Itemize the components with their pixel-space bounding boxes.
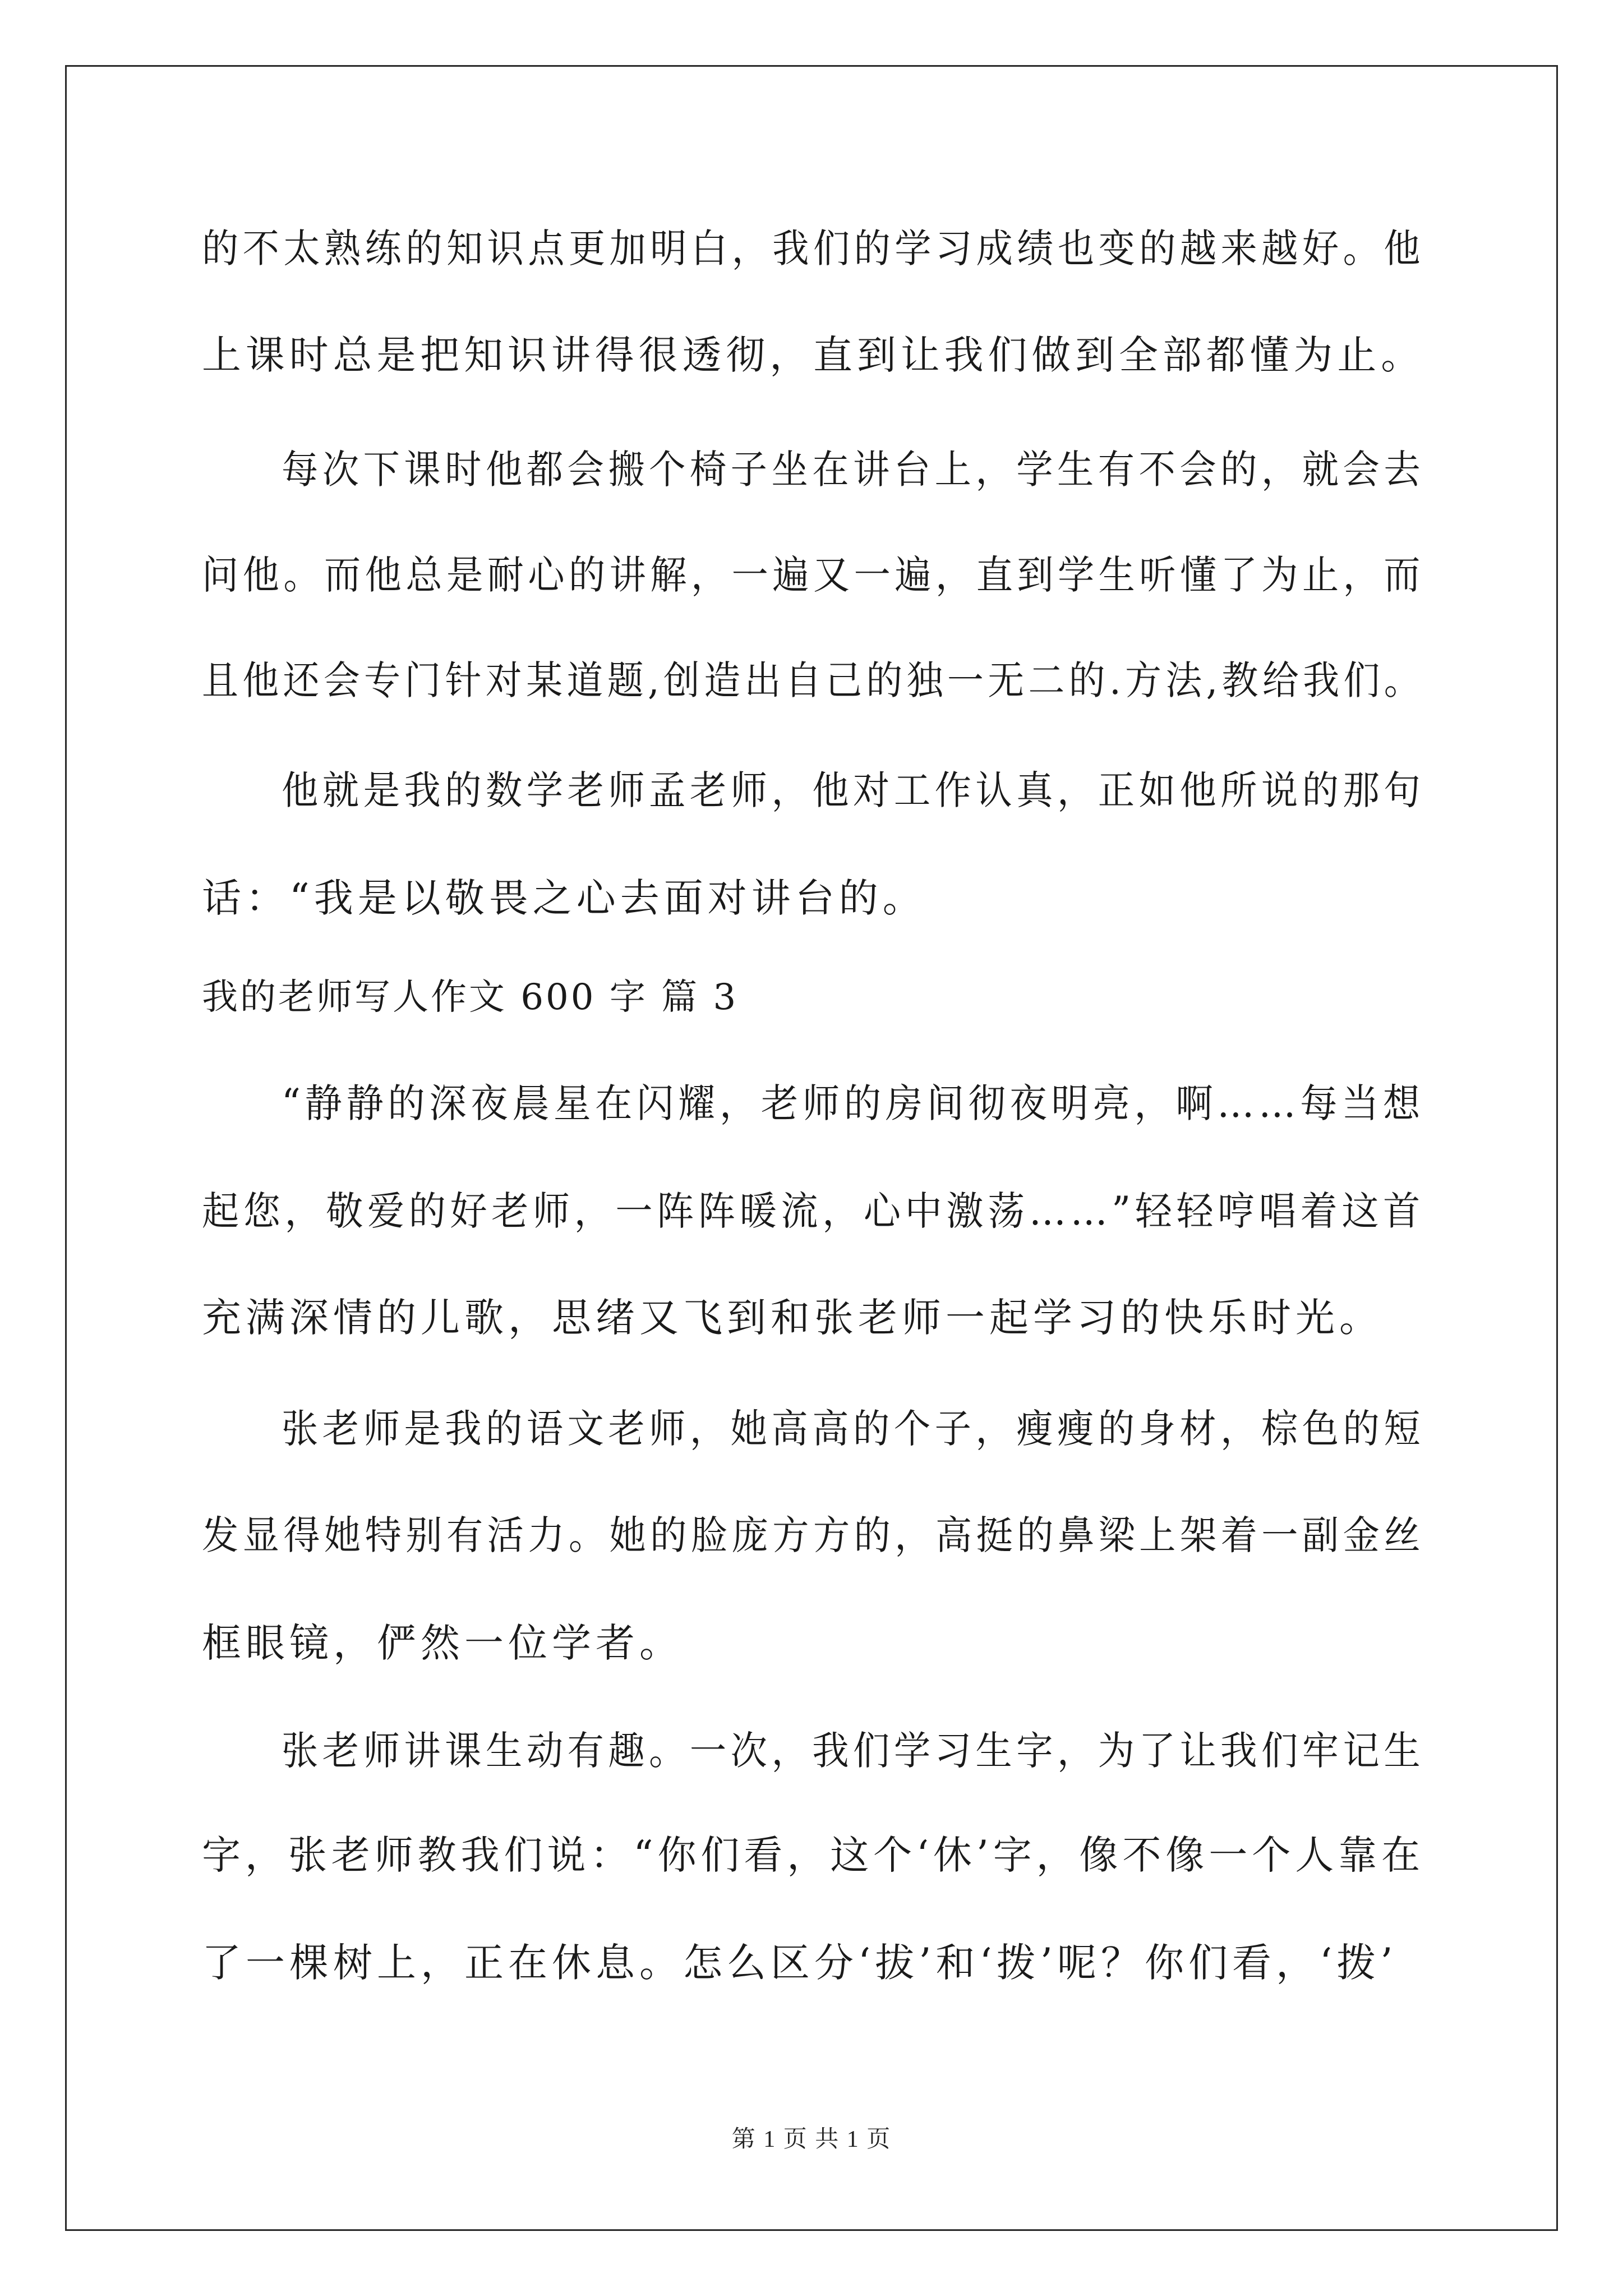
text-line: 充满深情的儿歌，思绪又飞到和张老师一起学习的快乐时光。 xyxy=(202,1295,1383,1341)
text-line: 且他还会专门针对某道题,创造出自己的独一无二的.方法,教给我们。 xyxy=(202,657,1425,703)
paragraph-start-line: 他就是我的数学老师孟老师，他对工作认真，正如他所说的那句 xyxy=(282,767,1425,813)
text-line: 话：“我是以敬畏之心去面对讲台的。 xyxy=(202,875,926,921)
text-line: 框眼镜，俨然一位学者。 xyxy=(202,1620,683,1666)
text-line: 了一棵树上，正在休息。怎么区分‘拔’和‘拨’呢？你们看，‘拨’ xyxy=(202,1940,1398,1986)
page-border xyxy=(65,65,1558,2231)
paragraph-start-line: 张老师讲课生动有趣。一次，我们学习生字，为了让我们牢记生 xyxy=(282,1728,1425,1774)
paragraph-start-line: “静静的深夜晨星在闪耀，老师的房间彻夜明亮，啊……每当想 xyxy=(282,1080,1425,1126)
text-line: 问他。而他总是耐心的讲解，一遍又一遍，直到学生听懂了为止，而 xyxy=(202,552,1424,598)
text-line: 发显得她特别有活力。她的脸庞方方的，高挺的鼻梁上架着一副金丝 xyxy=(202,1512,1424,1558)
page-footer: 第 1 页 共 1 页 xyxy=(731,2127,892,2152)
text-line: 的不太熟练的知识点更加明白，我们的学习成绩也变的越来越好。他 xyxy=(202,226,1424,272)
text-line: 字，张老师教我们说：“你们看，这个‘休’字，像不像一个人靠在 xyxy=(202,1832,1425,1878)
paragraph-start-line: 每次下课时他都会搬个椅子坐在讲台上，学生有不会的，就会去 xyxy=(282,447,1425,493)
text-line: 起您，敬爱的好老师，一阵阵暖流，心中激荡……”轻轻哼唱着这首 xyxy=(202,1188,1424,1234)
section-heading: 我的老师写人作文 600 字 篇 3 xyxy=(202,977,739,1018)
paragraph-start-line: 张老师是我的语文老师，她高高的个子，瘦瘦的身材，棕色的短 xyxy=(282,1406,1425,1452)
text-line: 上课时总是把知识讲得很透彻，直到让我们做到全部都懂为止。 xyxy=(202,332,1425,378)
